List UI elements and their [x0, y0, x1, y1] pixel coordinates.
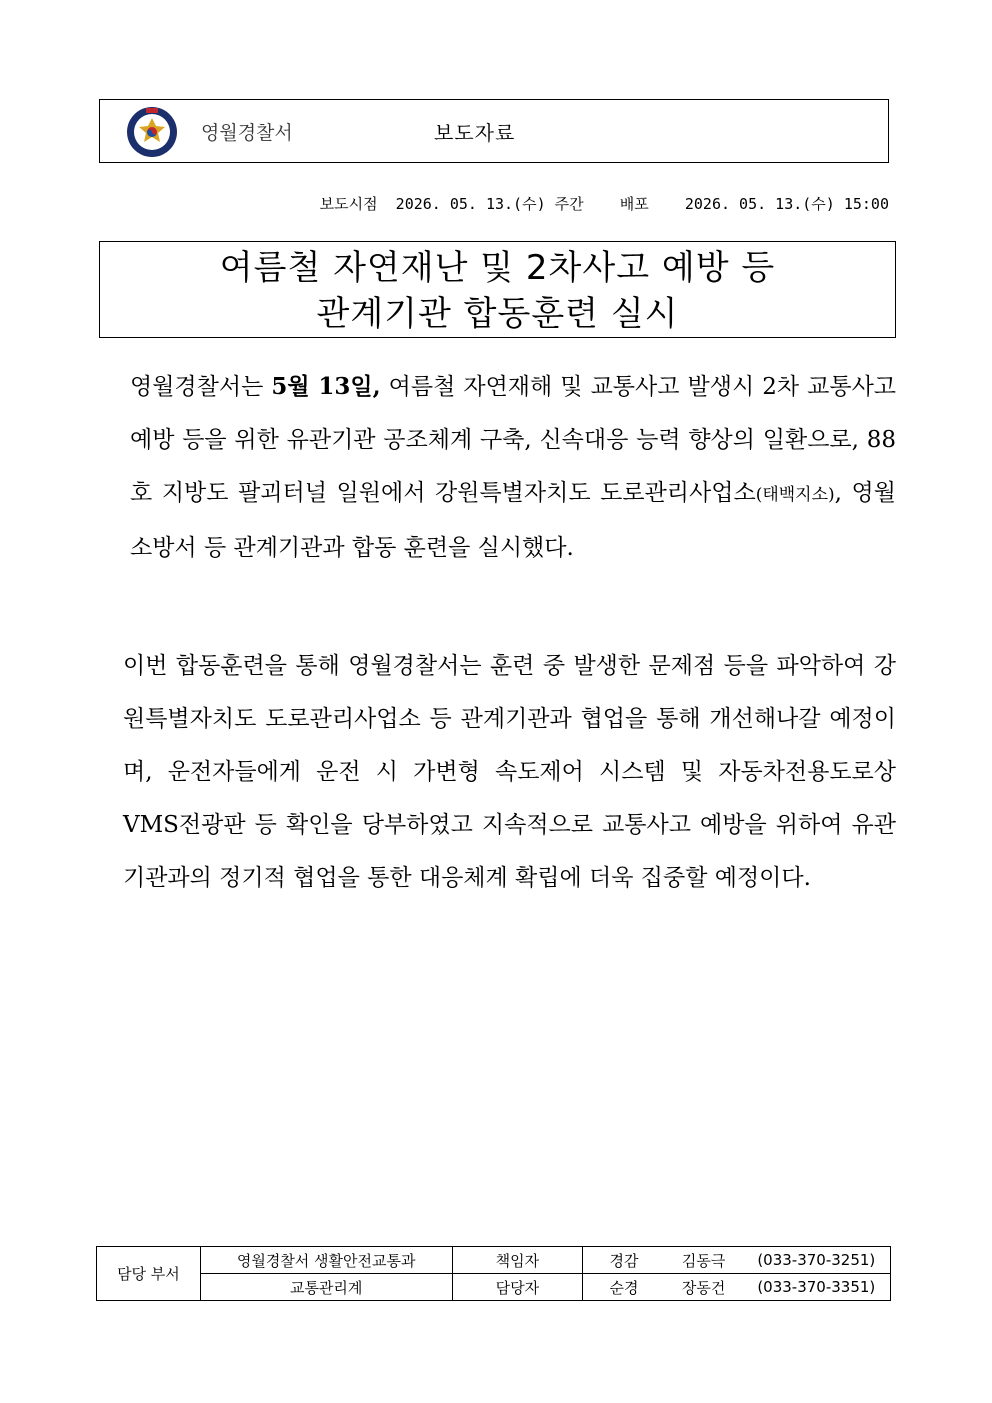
headline-line-1: 여름철 자연재난 및 2차사고 예방 등 [219, 248, 776, 288]
headline-line-2: 관계기관 합동훈련 실시 [316, 294, 679, 334]
dept-label: 담당 부서 [97, 1247, 201, 1301]
dept-line-1: 영월경찰서 생활안전교통과 [200, 1247, 452, 1274]
person-name: 장동건 [665, 1274, 743, 1301]
contact-row [97, 1274, 891, 1301]
role: 책임자 [452, 1247, 583, 1274]
p1-text-end: , 영월소방서 등 관계기관과 합동 훈련을 실시했다. [130, 480, 896, 561]
headline [99, 241, 896, 338]
rank: 경감 [583, 1247, 665, 1274]
p1-date: 5월 13일, [271, 373, 381, 400]
press-header [99, 99, 889, 163]
p1-text-start: 영월경찰서는 [130, 374, 272, 400]
contact-table [96, 1246, 891, 1301]
p1-branch: (태백지소) [755, 485, 835, 505]
contact-row [97, 1247, 891, 1274]
body-paragraph-1 [130, 360, 896, 575]
phone: (033-370-3251) [743, 1247, 891, 1274]
police-emblem-icon [122, 106, 182, 158]
p1-text-mid: 여름철 자연재해 및 교통사고 발생시 2차 교통사고 예방 등을 위한 유관기관 공조체계 구축, 신속대응 능력 향상의 일환으로, 88호 지방도 팔괴터널 일원에서 강원특별자치도 도로관리사업소 [130, 374, 897, 506]
body-paragraph-2: 이번 합동훈련을 통해 영월경찰서는 훈련 중 발생한 문제점 등을 파악하여 강원특별자치도 도로관리사업소 등 관계기관과 협업을 통해 개선해나갈 예정이며, 운전자들에게 운전 시 가변형 속도제어 시스템 및 자동차전용도로상 VMS전광판 등 확인을 당부하였고 지속적으로 교통사고 예방을 위하여 유관기관과의 정기적 협업을 통한 대응체계 확립에 더욱 집중할 예정이다. [123, 653, 896, 891]
org-name: 영월경찰서 [201, 122, 293, 144]
document-type: 보도자료 [434, 121, 516, 145]
phone: (033-370-3351) [743, 1274, 891, 1301]
person-name: 김동극 [665, 1247, 743, 1274]
rank: 순경 [583, 1274, 665, 1301]
dept-line-2: 교통관리계 [200, 1274, 452, 1301]
role: 담당자 [452, 1274, 583, 1301]
release-info: 보도시점 2026. 05. 13.(수) 주간 배포 2026. 05. 13.(수) 15:00 [319, 195, 889, 213]
